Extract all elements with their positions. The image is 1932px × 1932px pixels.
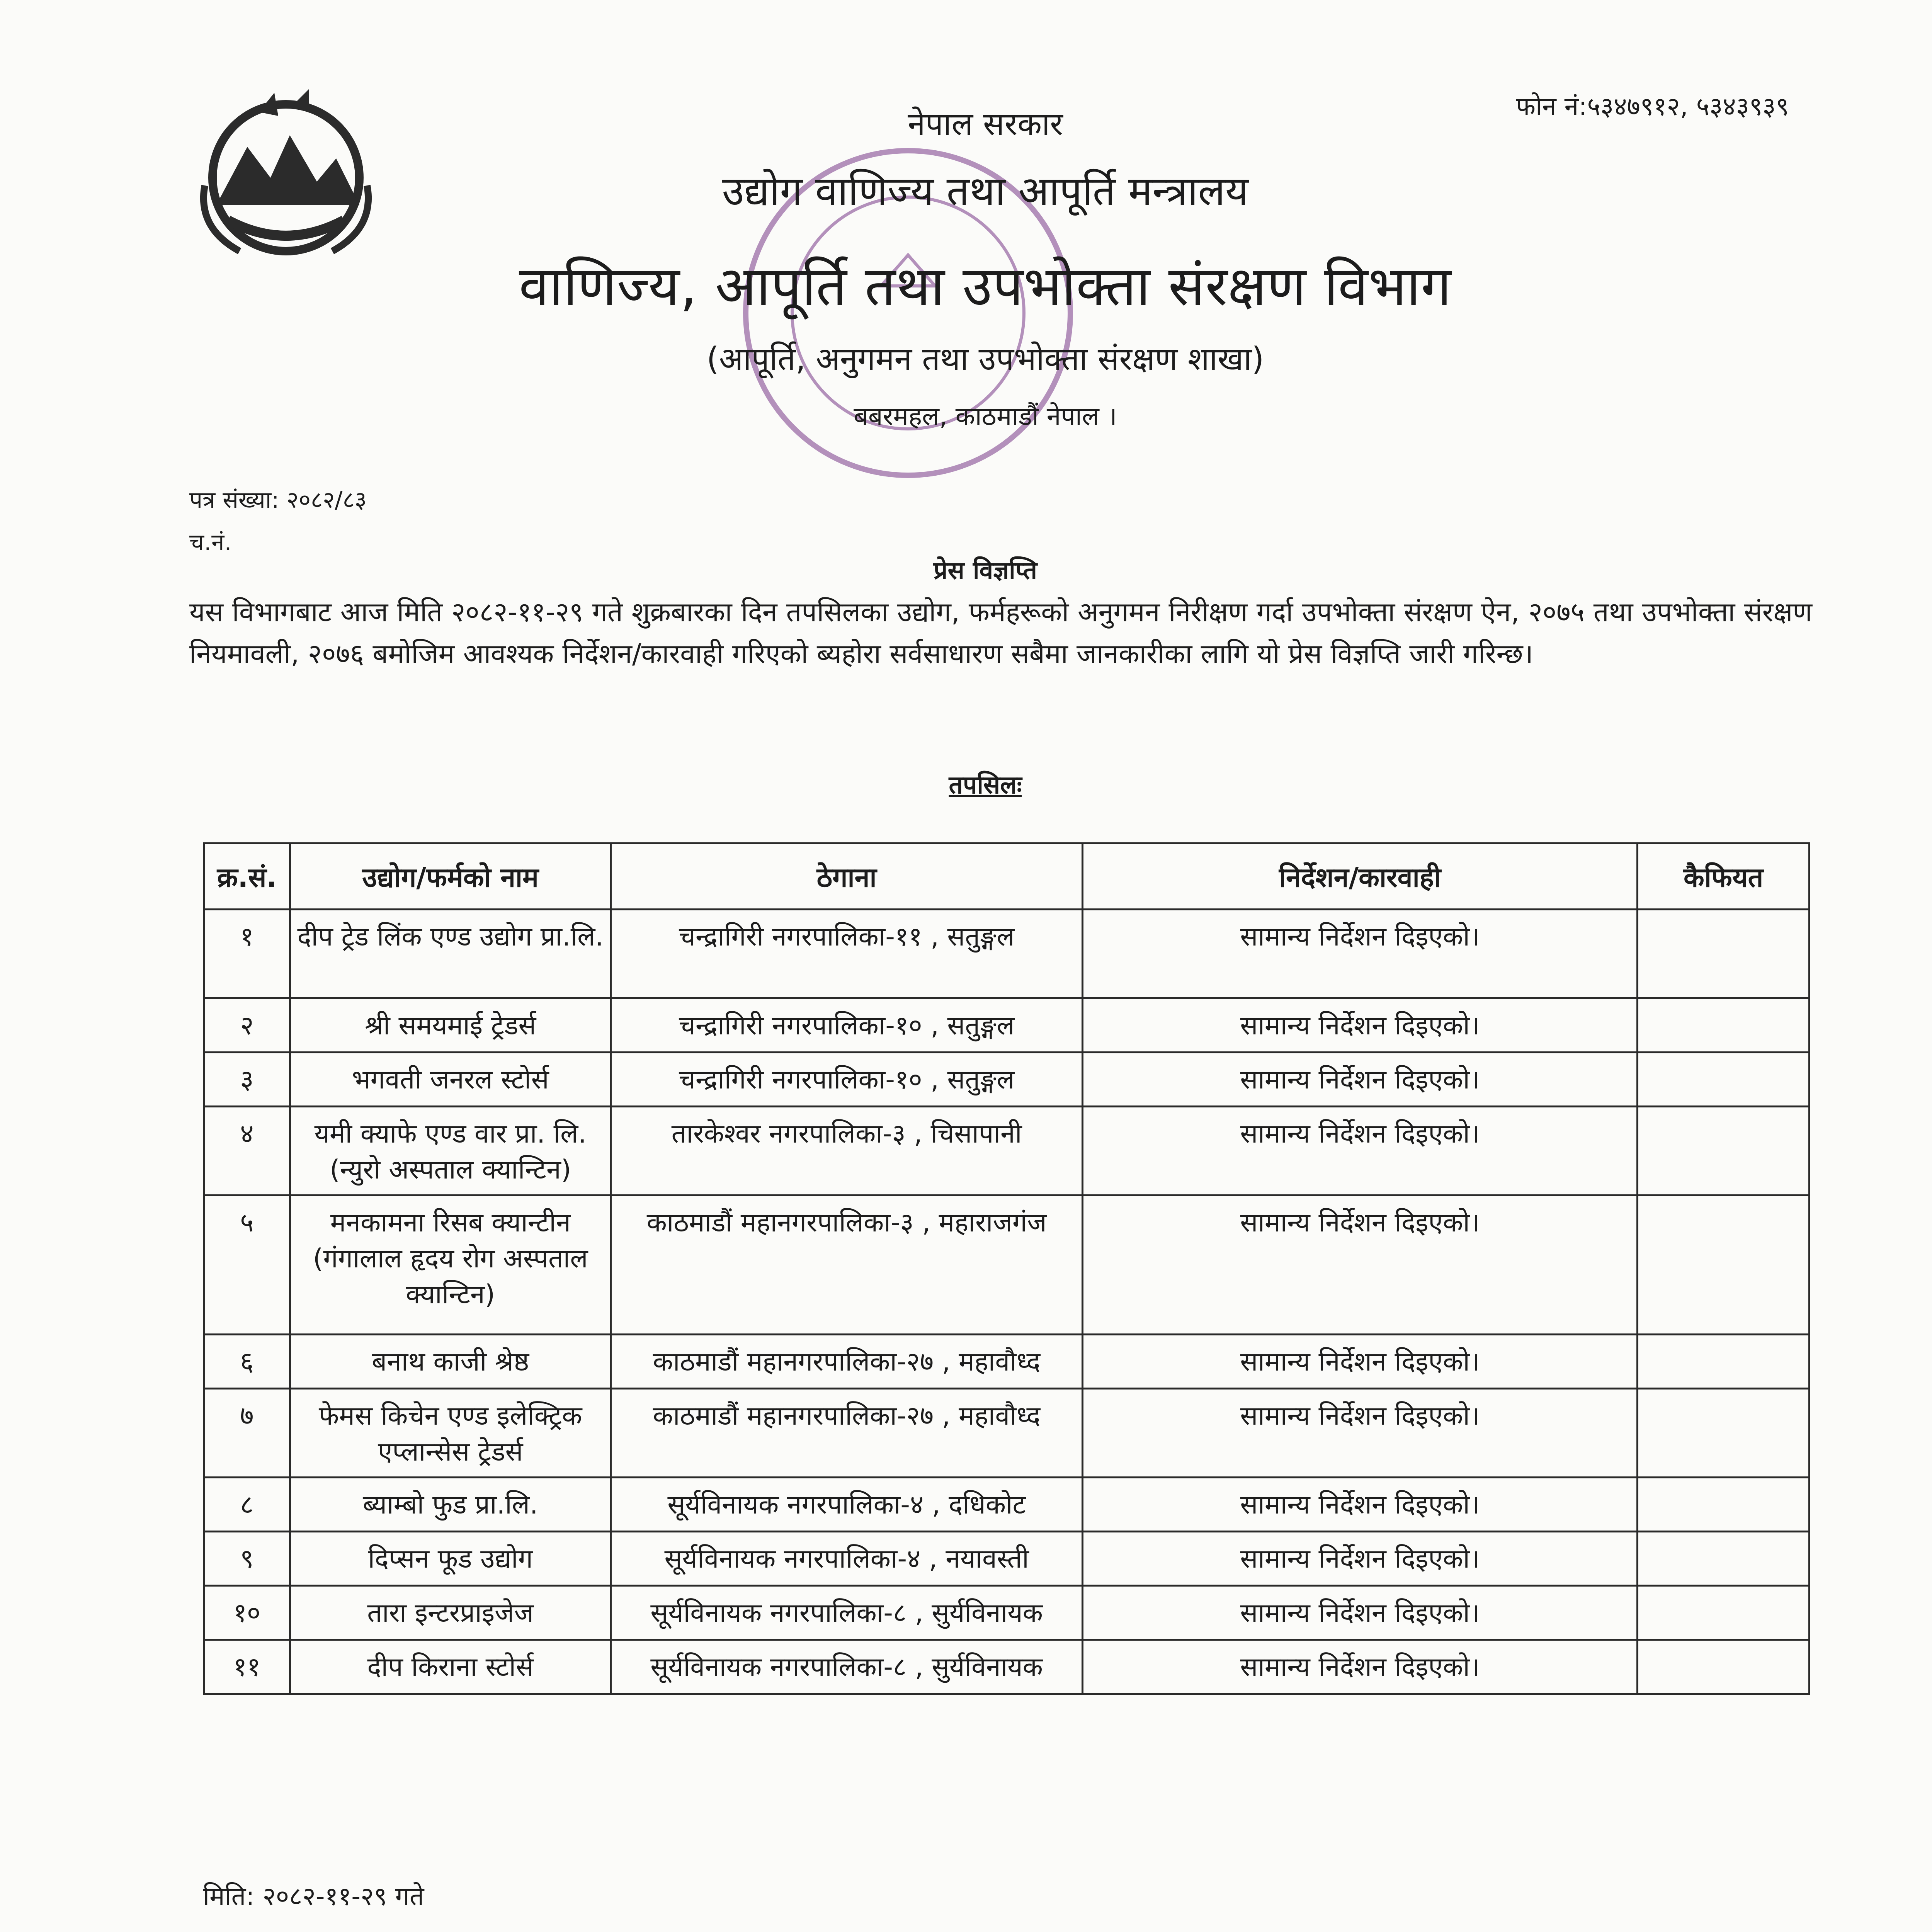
cell-name: फेमस किचेन एण्ड इलेक्ट्रिक एप्लान्सेस ट्रेडर्स [290,1389,611,1478]
office-address: बबरमहल, काठमाडौं नेपाल । [854,401,1117,431]
cell-remarks [1638,1335,1810,1389]
cell-action: सामान्य निर्देशन दिइएको। [1082,1389,1638,1478]
cell-action: सामान्य निर्देशन दिइएको। [1082,1532,1638,1586]
table-row [204,1196,1810,1335]
col-header-name: उद्योग/फर्मको नाम [290,844,611,910]
cell-sn: ५ [204,1196,290,1335]
table-row [204,1640,1810,1694]
cell-action: सामान्य निर्देशन दिइएको। [1082,1478,1638,1532]
cell-name: दिप्सन फूड उद्योग [290,1532,611,1586]
cell-sn: १० [204,1586,290,1640]
cell-sn: ११ [204,1640,290,1694]
col-header-address: ठेगाना [611,844,1082,910]
cell-address: सूर्यविनायक नगरपालिका-४ , नयावस्ती [611,1532,1082,1586]
cell-action: सामान्य निर्देशन दिइएको। [1082,1196,1638,1335]
cell-sn: १ [204,910,290,998]
cell-name: तारा इन्टरप्राइजेज [290,1586,611,1640]
cell-name: दीप किराना स्टोर्स [290,1640,611,1694]
cell-action: सामान्य निर्देशन दिइएको। [1082,998,1638,1053]
issue-date: मिति: २०८२-११-२९ गते [203,1881,424,1911]
cell-address: काठमाडौं महानगरपालिका-२७ , महावौध्द [611,1389,1082,1478]
cell-name: श्री समयमाई ट्रेडर्स [290,998,611,1053]
branch-name: (आपूर्ति, अनुगमन तथा उपभोक्ता संरक्षण शाखा) [706,341,1264,378]
table-row [204,1335,1810,1389]
cell-name: भगवती जनरल स्टोर्स [290,1053,611,1107]
press-release-body: यस विभागबाट आज मिति २०८२-११-२९ गते शुक्रबारका दिन तपसिलका उद्योग, फर्महरूको अनुगमन निरीक्षण गर्दा उपभोक्ता संरक्षण ऐन, २०७५ तथा उपभोक्ता संरक्षण नियमावली, २०७६ बमोजिम आवश्यक निर्देशन/कारवाही गरिएको ब्यहोरा सर्वसाधारण सबैमा जानकारीका लागि यो प्रेस विज्ञप्ति जारी गरिन्छ। [189,596,1812,670]
table-row [204,998,1810,1053]
cell-action: सामान्य निर्देशन दिइएको। [1082,1586,1638,1640]
reference-number: पत्र संख्या: २०८२/८३ [189,486,367,514]
table-row [204,1053,1810,1107]
col-header-remarks: कैफियत [1638,844,1810,910]
cell-remarks [1638,1107,1810,1196]
cell-name: दीप ट्रेड लिंक एण्ड उद्योग प्रा.लि. [290,910,611,998]
cell-sn: ९ [204,1532,290,1586]
cell-name: मनकामना रिसब क्यान्टीन (गंगालाल हृदय रोग अस्पताल क्यान्टिन) [290,1196,611,1335]
cell-address: सूर्यविनायक नगरपालिका-८ , सुर्यविनायक [611,1640,1082,1694]
dispatch-number: च.नं. [189,529,232,556]
col-header-sn: क्र.सं. [204,844,290,910]
cell-remarks [1638,1586,1810,1640]
cell-action: सामान्य निर्देशन दिइएको। [1082,1107,1638,1196]
cell-remarks [1638,1196,1810,1335]
cell-address: चन्द्रागिरी नगरपालिका-११ , सतुङ्गल [611,910,1082,998]
cell-remarks [1638,1389,1810,1478]
cell-action: सामान्य निर्देशन दिइएको। [1082,910,1638,998]
cell-remarks [1638,1478,1810,1532]
details-heading: तपसिलः [949,771,1022,799]
table-row [204,1389,1810,1478]
cell-remarks [1638,1640,1810,1694]
cell-sn: ४ [204,1107,290,1196]
cell-name: बनाथ काजी श्रेष्ठ [290,1335,611,1389]
cell-address: चन्द्रागिरी नगरपालिका-१० , सतुङ्गल [611,1053,1082,1107]
cell-sn: २ [204,998,290,1053]
cell-address: तारकेश्वर नगरपालिका-३ , चिसापानी [611,1107,1082,1196]
cell-remarks [1638,1532,1810,1586]
inspection-table [203,842,1810,1695]
phone-number: फोन नं:५३४७९१२, ५३४३९३९ [1516,92,1789,121]
cell-sn: ३ [204,1053,290,1107]
cell-address: चन्द्रागिरी नगरपालिका-१० , सतुङ्गल [611,998,1082,1053]
cell-remarks [1638,998,1810,1053]
cell-address: काठमाडौं महानगरपालिका-३ , महाराजगंज [611,1196,1082,1335]
cell-address: काठमाडौं महानगरपालिका-२७ , महावौध्द [611,1335,1082,1389]
cell-name: ब्याम्बो फुड प्रा.लि. [290,1478,611,1532]
table-row [204,910,1810,998]
cell-action: सामान्य निर्देशन दिइएको। [1082,1335,1638,1389]
cell-remarks [1638,1053,1810,1107]
cell-sn: ८ [204,1478,290,1532]
col-header-action: निर्देशन/कारवाही [1082,844,1638,910]
government-name: नेपाल सरकार [908,106,1063,143]
press-release-title: प्रेस विज्ञप्ति [934,556,1037,585]
table-row [204,1107,1810,1196]
ministry-name: उद्योग वाणिज्य तथा आपूर्ति मन्त्रालय [722,167,1249,214]
cell-address: सूर्यविनायक नगरपालिका-८ , सुर्यविनायक [611,1586,1082,1640]
cell-name: यमी क्याफे एण्ड वार प्रा. लि. (न्युरो अस्पताल क्यान्टिन) [290,1107,611,1196]
cell-remarks [1638,910,1810,998]
cell-sn: ७ [204,1389,290,1478]
table-row [204,1586,1810,1640]
table-row [204,1478,1810,1532]
table-header-row [204,844,1810,910]
department-name: वाणिज्य, आपूर्ति तथा उपभोक्ता संरक्षण विभाग [519,255,1452,318]
cell-action: सामान्य निर्देशन दिइएको। [1082,1053,1638,1107]
table-row [204,1532,1810,1586]
cell-action: सामान्य निर्देशन दिइएको। [1082,1640,1638,1694]
cell-sn: ६ [204,1335,290,1389]
cell-address: सूर्यविनायक नगरपालिका-४ , दधिकोट [611,1478,1082,1532]
